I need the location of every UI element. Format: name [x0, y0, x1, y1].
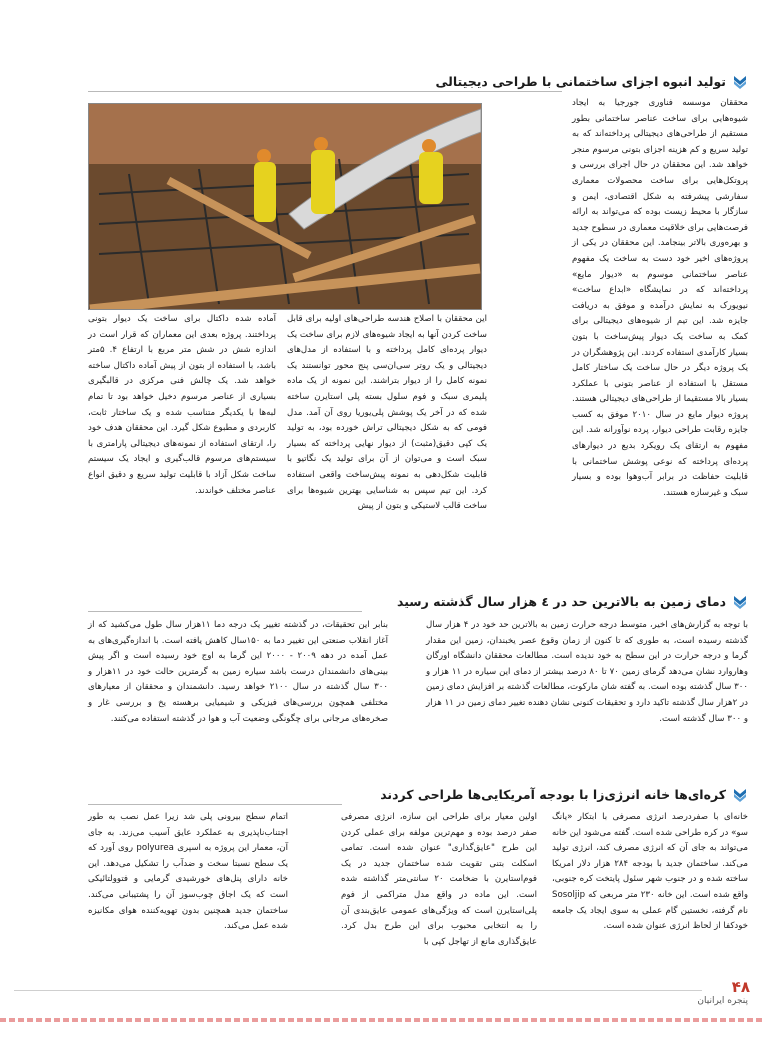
magazine-name: پنجره ایرانیان	[697, 996, 748, 1006]
construction-photo	[88, 103, 482, 310]
section-heading-global-temperature	[397, 593, 748, 609]
section-title: کره‌ای‌ها خانه انرژی‌زا با بودجه آمریکایی‌ها طراحی کردند	[380, 786, 726, 802]
footer-divider	[14, 990, 702, 991]
section2-column-right: با توجه به گزارش‌های اخیر، متوسط درجه حرارت زمین به بالاترین حد خود در ۴ هزار سال گذشته رسیده است، به طوری که تا کنون از زمان وقوع عصر یخبندان، زمین این مقدار گرما و درجه حرارت در این سطح به خود ندیده است. مطالعات محققان دانشگاه اورگان وهاروارد نشان می‌دهد گرمای زمین ۷۰ تا ۸۰ درصد بیشتر از دمای این سیاره در ۱۱ هزار و ۳۰۰ سال گذشته بوده است. به گفته شان مارکوت، مطالعات گذشته بر افزایش دمای زمین در ۲هزار سال گذشته تاکید دارد و تحقیقات کنونی نشان دهنده تغییر دمای زمین در ۱۱ هزار و ۳۰۰ سال گذشته است.	[426, 620, 748, 724]
section1-column-middle: این محققان با اصلاح هندسه طراحی‌های اولیه برای قابل ساخت کردن آنها به ایجاد شیوه‌های لازم برای ساخت یک دیوار پرده‌ای کامل پرداخته و با استفاده از مدل‌های دیجیتالی و یک روتر سی‌ان‌سی پنج محور توانستند یک نمونه کامل را از دیوار بتراشند. این نمونه از یک ماده پلیمری سبک و فوم سلول بسته پلی استایرن ساخته شده که در آخر یک پوشش پلی‌یوریا روی آن آمد. مدل فومی که به شکل دیجیتالی تراش خورده بود، به تولید یک کپی دقیق(مثبت) از دیوار نهایی پرداخته که بسیار سبک است و می‌توان از آن برای تولید یک نگاتیو با قابلیت شکل‌دهی به نمونه پیش‌ساخت واقعی استفاده کرد. این تیم سپس به شناسایی بهترین شیوه‌ها برای ساخت قالب لاستیکی و بتون از پیش	[287, 314, 487, 512]
divider	[88, 91, 562, 92]
footer-decoration	[0, 1018, 762, 1022]
section-title: تولید انبوه اجزای ساختمانی با طراحی دیجیتالی	[435, 73, 726, 89]
section3-column-right: خانه‌ای با صفردرصد انرژی مصرفی با ابتکار «یانگ سو» در کره طراحی شده است. گفته می‌شود این خانه می‌تواند به جای آن که انرژی مصرف کند، انرژی تولید می‌کند. ساختمان جدید با بودجه ۲۸۴ هزار دلار امریکا ساخته شده و در جنوب شهر سئول پایتخت کره جنوبی، واقع شده است. این خانه ۲۳۰ متر مربعی که Sosoljip نام گرفته، نخستین گام عملی به سوی ایجاد یک جامعه خودکفا از لحاظ انرژی عنوان شده است.	[552, 812, 749, 932]
section2-column-left: بنابر این تحقیقات، در گذشته تغییر یک درجه دما ۱۱هزار سال طول می‌کشید که از آغاز انقلاب صنعتی این تغییر دما به ۱۵۰سال کاهش یافته است. با اندازه‌گیری‌های به عمل آمده در دهه ۲۰۰۹ - ۲۰۰۰ این گرما به اوج خود رسیده است و اگر پیش بینی‌های دانشمندان درست باشد سیاره زمین به گرمترین حالت خود در ۱۱هزار و ۳۰۰ سال گذشته در سال ۲۱۰۰ خواهد رسید. دانشمندان و محققان از معیارهای مختلفی همچون بررسی‌های فیزیکی و شیمیایی برهسته یخ و بررسی غار و صخره‌های مرجانی برای چگونگی وضعیت آب و هوا در گذشته استفاده می‌کنند.	[88, 620, 389, 724]
chevron-down-icon	[732, 593, 748, 609]
section1-column-right: محققان موسسه فناوری جورجیا به ایجاد شیوه‌هایی برای ساخت عناصر ساختمانی بطور مستقیم از طراحی‌های دیجیتالی پرداخته‌اند که به تولید سریع و کم هزینه اجزای بتونی مرسوم منجر خواهد شد. این محققان در حال اجرای بررسی و پروتکل‌هایی برای ساخت محصولات معماری سفارشی پیشرفته به شکل اقتصادی، ایمن و سازگار با محیط زیست بوده که می‌تواند به ارائه فرصت‌هایی برای خلاقیت معماری در سطوح جدید و بهره‌وری بالاتر بینجامد. این محققان در یکی از پروژه‌های اخیر خود دست به ساخت یک مفهوم عناصر ساختمانی موسوم به «دیوار مایع» پرداخته‌اند که در نمایشگاه «ابداع ساخت» نیویورک به نمایش درآمده و موفق به دریافت جایزه شد. این تیم از شیوه‌های دیجیتالی برای کمک به ساخت یک دیوار پیش‌ساخت با بتون بسیار کارآمدی استفاده کردند. این پژوهشگران در یک پروژه دیگر در حال ساخت یک ساختار کامل مستقل با استفاده از عناصر بتونی با عملکرد بسیار بالا مستقیما از طراحی‌های دیجیتالی هستند. پروژه دیوار مایع در سال ۲۰۱۰ موفق به کسب جایزه رقابت طراحی دیوار، پرده نوآورانه شد. این مفهوم به ارتقای یک رویکرد بدیع در دیوارهای پرده‌ای پرداخته که نوعی پوشش ساختمانی با قابلیت حفاظت در برابر آب‌وهوا بوده و بسیار سبک و غیرسازه هستند.	[572, 98, 748, 498]
section3-column-middle: اولین معیار برای طراحی این سازه، انرژی مصرفی صفر درصد بوده و مهم‌ترین مولفه برای عملی کردن این طرح "عایق‌گذاری" عنوان شده است. تمامی اسکلت بتنی تقویت شده ساختمان جدید در یک فوم‌استایرن با ضخامت ۲۰ سانتی‌متر گذاشته شده است. این ماده در واقع مدل متراکمی از فوم پلی‌استایرن است که ویژگی‌های عمومی عایق‌بندی آن را به انتخابی محبوب برای این طرح بدل کرد. عایق‌گذاری مانع از تهاجل کپی با	[341, 812, 537, 947]
section-title: دمای زمین به بالاترین حد در ٤ هزار سال گذشته رسید	[396, 593, 726, 609]
section1-column-left: آماده شده داکتال برای ساخت یک دیوار بتونی پرداختند. پروژه بعدی این معماران که قرار است در اندازه شش در شش متر مربع با ارتفاع ۴. ۵متر باشد، با استفاده از بتون از پیش آماده داکتال ساخته خواهد شد. یک چالش فنی مرکزی در قالبگیری بسیاری از عناصر مرسوم دخیل خواهد بود تا تمام لبه‌ها با یکدیگر متناسب شده و یک ساختار ثابت، کاربردی و مطبوع شکل گیرد. این محققان هدف خود را، ارتقای استفاده از نمونه‌های دیجیتالی پارامتری با سیستم‌های مرسوم قالب‌گیری و ایجاد یک سیستم ساخت شکل آزاد با قابلیت تولید سریع و دقیق انواع عناصر مختلف خواندند.	[88, 314, 276, 496]
chevron-down-icon	[732, 73, 748, 89]
section-heading-digital-construction	[435, 73, 748, 89]
chevron-down-icon	[732, 786, 748, 802]
divider	[88, 804, 342, 805]
divider	[88, 611, 362, 612]
page-number: ۴۸	[731, 978, 750, 996]
section3-column-left: اتمام سطح بیرونی پلی شد زیرا عمل نصب به طور اجتناب‌ناپذیری به عملکرد عایق آسیب می‌زند. به جای آن، معمار این پروژه به اسپری polyurea روی آورد که یک سطح نسبتا سخت و ضدآب را تشکیل می‌دهد. این خانه دارای پنل‌های خورشیدی گرمایی و فتوولتائیکی است که یک اجاق چوب‌سوز آن را پشتیبانی می‌کند. ساختمان جدید همچنین بدون تهویه‌کننده هوای مکانیزه شده عمل می‌کند.	[88, 812, 288, 932]
section-heading-energy-house	[380, 786, 748, 802]
